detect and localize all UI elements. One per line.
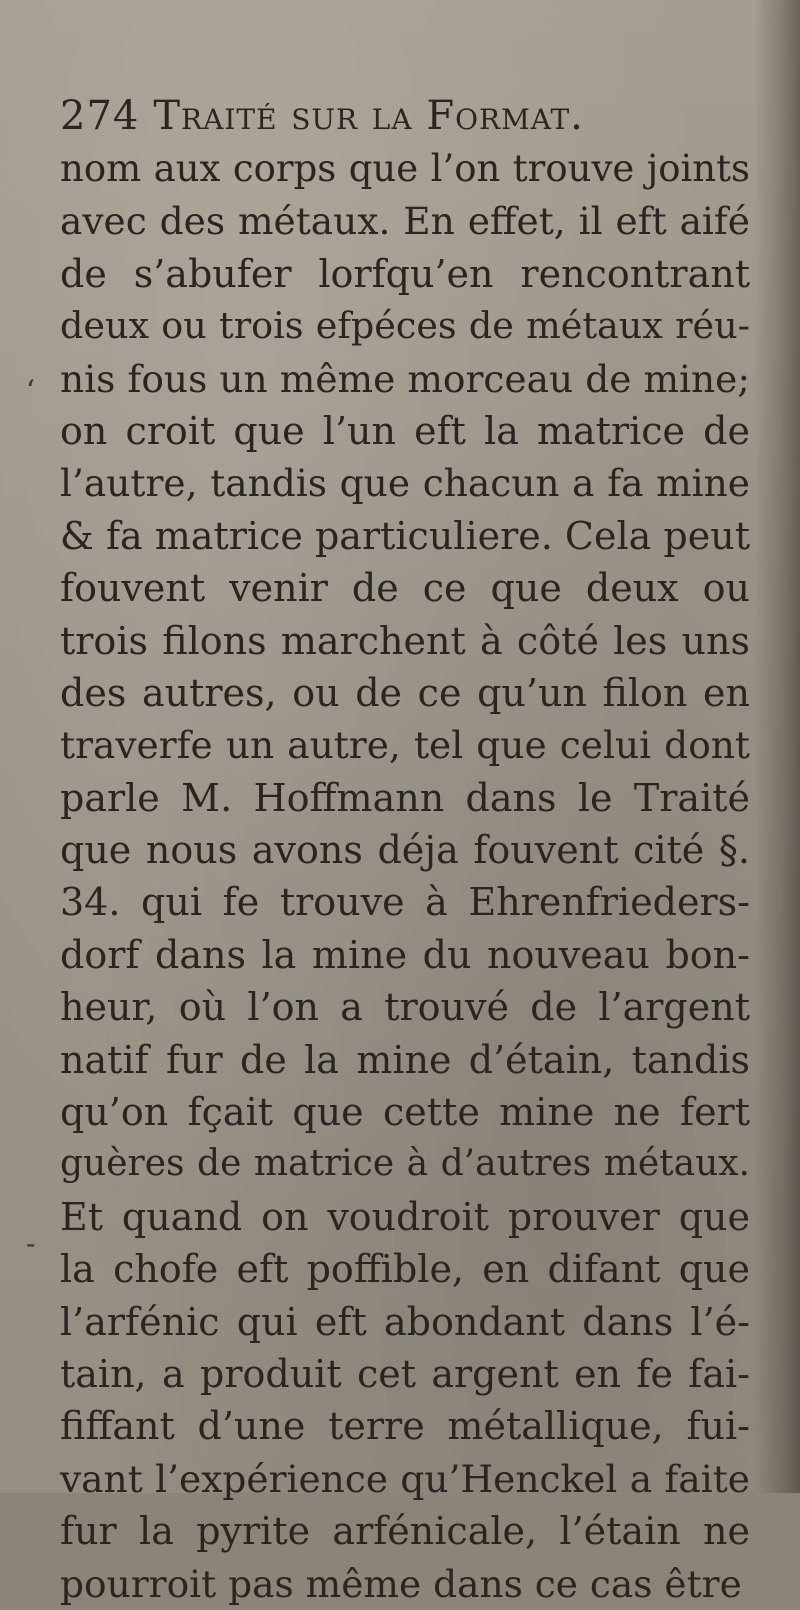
- text-line: trois filons marchent à côté les uns: [60, 618, 750, 663]
- text-line: nis fous un même morceau de mine;: [60, 356, 750, 401]
- text-line: avec des métaux. En effet, il eft aifé: [60, 199, 750, 244]
- text-line: heur, où l’on a trouvé de l’argent: [60, 985, 750, 1030]
- text-line: vant l’expérience qu’Henckel a faite: [60, 1456, 750, 1501]
- text-line: qu’on fçait que cette mine ne fert: [60, 1090, 750, 1135]
- text-line: que nous avons déja fouvent cité §.: [60, 828, 750, 873]
- text-line: deux ou trois efpéces de métaux réu-: [60, 304, 750, 348]
- text-line: tain, a produit cet argent en fe fai-: [60, 1351, 750, 1396]
- text-line: & fa matrice particuliere. Cela peut: [60, 513, 750, 558]
- text-line: guères de matrice à d’autres métaux.: [60, 1143, 750, 1185]
- text-line: dorf dans la mine du nouveau bon-: [60, 932, 750, 977]
- text-line: parle M. Hoffmann dans le Traité: [60, 775, 750, 820]
- running-title: Traité sur la Format.: [153, 93, 584, 139]
- text-line: fouvent venir de ce que deux ou: [60, 566, 750, 611]
- text-line: traverfe un autre, tel que celui dont: [60, 723, 750, 768]
- text-line: 34. qui fe trouve à Ehrenfrieders-: [60, 880, 750, 925]
- text-line: la chofe eft poffible, en difant que: [60, 1247, 750, 1292]
- page-number: 274: [60, 93, 140, 139]
- text-line: l’arfénic qui eft abondant dans l’é-: [60, 1299, 750, 1344]
- margin-mark: ‘: [26, 374, 35, 407]
- text-line: fur la pyrite arfénicale, l’étain ne: [60, 1509, 750, 1554]
- body-text: [60, 143, 750, 1610]
- margin-mark: -: [26, 1227, 36, 1260]
- text-line: l’autre, tandis que chacun a fa mine: [60, 461, 750, 506]
- text-line: des autres, ou de ce qu’un filon en: [60, 670, 750, 715]
- text-line: de s’abufer lorfqu’en rencontrant: [60, 251, 750, 296]
- text-line: on croit que l’un eft la matrice de: [60, 408, 750, 453]
- text-line: Et quand on voudroit prouver que: [60, 1194, 750, 1239]
- text-line: pourroit pas même dans ce cas être: [60, 1561, 742, 1606]
- text-line: nom aux corps que l’on trouve joints: [60, 147, 750, 190]
- page-edge-shadow: [754, 0, 800, 1493]
- text-line: fiffant d’une terre métallique, fui-: [60, 1404, 750, 1449]
- page-header: [60, 90, 584, 142]
- text-line: natif fur de la mine d’étain, tandis: [60, 1037, 750, 1082]
